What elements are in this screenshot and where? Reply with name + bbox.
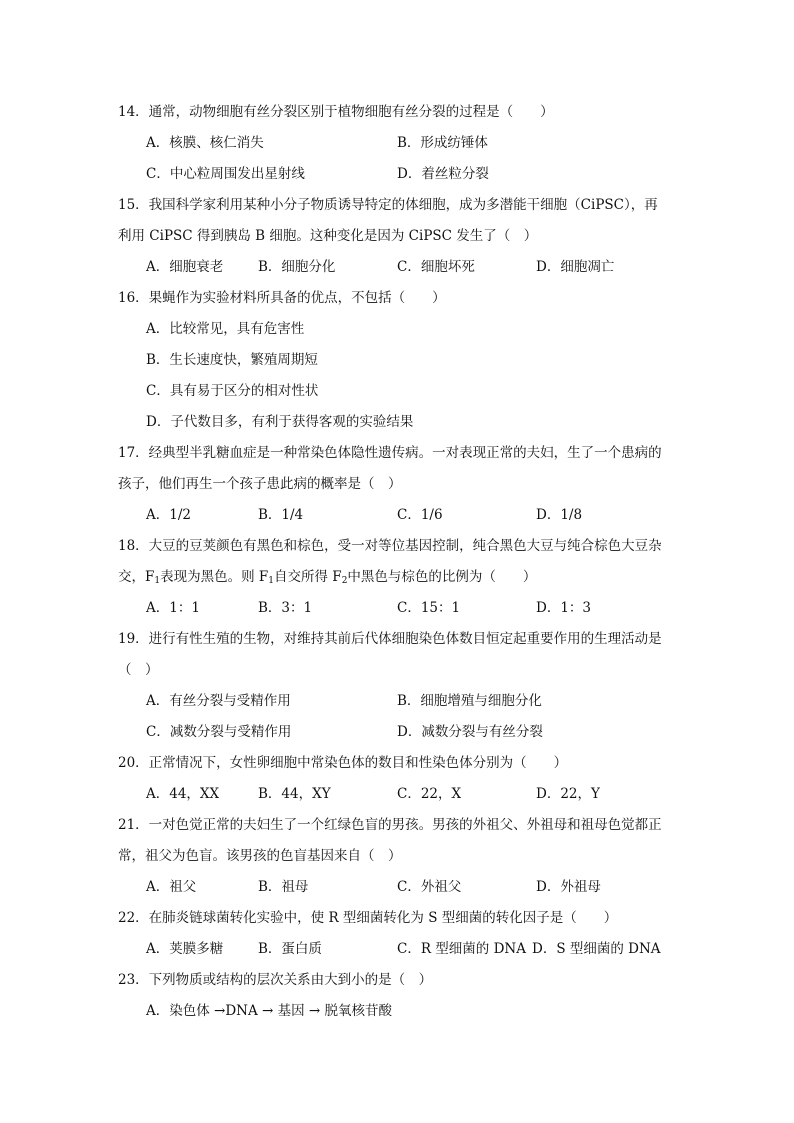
question-20-option-b[interactable]: B．44，XY: [258, 786, 331, 802]
question-19-option-c[interactable]: C．减数分裂与受精作用: [146, 724, 292, 740]
question-21-option-b[interactable]: B．祖母: [258, 879, 309, 895]
question-22-option-d[interactable]: D．S 型细菌的 DNA: [532, 941, 661, 957]
question-20-option-c[interactable]: C．22，X: [397, 786, 462, 802]
question-19-option-a[interactable]: A．有丝分裂与受精作用: [146, 693, 291, 709]
question-16-option-d[interactable]: D．子代数目多，有利于获得客观的实验结果: [146, 414, 414, 430]
question-18-option-c[interactable]: C．15：1: [397, 600, 461, 616]
question-21-stem-line2: 常，祖父为色盲。该男孩的色盲基因来自（ ）: [118, 848, 402, 864]
question-15-option-d[interactable]: D．细胞凋亡: [536, 259, 615, 275]
question-17-option-d[interactable]: D．1/8: [536, 507, 583, 523]
question-16-stem: 16．果蝇作为实验材料所具备的优点，不包括（ ）: [118, 290, 446, 306]
question-17-option-b[interactable]: B．1/4: [258, 507, 304, 523]
question-22-option-b[interactable]: B．蛋白质: [258, 941, 322, 957]
question-18-option-a[interactable]: A．1：1: [146, 600, 200, 616]
question-17-option-a[interactable]: A．1/2: [146, 507, 191, 523]
question-18-option-d[interactable]: D．1：3: [536, 600, 592, 616]
question-14-stem: 14．通常，动物细胞有丝分裂区别于植物细胞有丝分裂的过程是（ ）: [118, 104, 554, 120]
question-20-option-d[interactable]: D．22，Y: [536, 786, 600, 802]
question-14-option-c[interactable]: C．中心粒周围发出星射线: [146, 166, 305, 182]
question-15-stem-line2: 利用 CiPSC 得到胰岛 B 细胞。这种变化是因为 CiPSC 发生了（ ）: [118, 228, 538, 244]
question-16-option-a[interactable]: A．比较常见，具有危害性: [146, 321, 305, 337]
question-18-stem-line1: 18．大豆的豆荚颜色有黑色和棕色，受一对等位基因控制，纯合黑色大豆与纯合棕色大豆杂: [118, 538, 662, 554]
question-22-option-c[interactable]: C．R 型细菌的 DNA: [397, 941, 526, 957]
question-16-option-b[interactable]: B．生长速度快，繁殖周期短: [146, 352, 318, 368]
question-20-stem: 20．正常情况下，女性卵细胞中常染色体的数目和性染色体分别为（ ）: [118, 755, 568, 771]
question-14-option-a[interactable]: A．核膜、核仁消失: [146, 135, 264, 151]
question-14-option-b[interactable]: B．形成纺锤体: [397, 135, 488, 151]
question-18-stem-line2: 交，$F_1$表现为黑色。则 $F_1$自交所得 $F_2$中黑色与棕色的比例为（ ）: [118, 569, 537, 586]
question-17-option-c[interactable]: C．1/6: [397, 507, 443, 523]
question-17-stem-line2: 孩子，他们再生一个孩子患此病的概率是（ ）: [118, 476, 402, 492]
question-19-option-b[interactable]: B．细胞增殖与细胞分化: [397, 693, 542, 709]
question-19-stem-line2: （ ）: [118, 662, 159, 678]
question-15-option-b[interactable]: B．细胞分化: [258, 259, 336, 275]
question-21-option-a[interactable]: A．祖父: [146, 879, 197, 895]
question-15-option-a[interactable]: A．细胞衰老: [146, 259, 224, 275]
question-22-stem: 22．在肺炎链球菌转化实验中，使 R 型细菌转化为 S 型细菌的转化因子是（ ）: [118, 910, 618, 926]
question-23-stem: 23．下列物质或结构的层次关系由大到小的是（ ）: [118, 972, 433, 988]
question-21-option-d[interactable]: D．外祖母: [536, 879, 601, 895]
question-18-option-b[interactable]: B．3：1: [258, 600, 313, 616]
question-19-option-d[interactable]: D．减数分裂与有丝分裂: [397, 724, 543, 740]
question-21-option-c[interactable]: C．外祖父: [397, 879, 462, 895]
question-16-option-c[interactable]: C．具有易于区分的相对性状: [146, 383, 319, 399]
question-23-option-a[interactable]: A．染色体 →DNA → 基因 → 脱氧核苷酸: [146, 1003, 393, 1019]
question-21-stem-line1: 21．一对色觉正常的夫妇生了一个红绿色盲的男孩。男孩的外祖父、外祖母和祖母色觉都正: [118, 817, 662, 833]
question-17-stem-line1: 17．经典型半乳糖血症是一种常染色体隐性遗传病。一对表现正常的夫妇，生了一个患病的: [118, 445, 662, 461]
question-14-option-d[interactable]: D．着丝粒分裂: [397, 166, 489, 182]
question-20-option-a[interactable]: A．44，XX: [146, 786, 220, 802]
question-15-option-c[interactable]: C．细胞坏死: [397, 259, 475, 275]
question-22-option-a[interactable]: A．荚膜多糖: [146, 941, 224, 957]
question-19-stem-line1: 19．进行有性生殖的生物，对维持其前后代体细胞染色体数目恒定起重要作用的生理活动是: [118, 631, 662, 647]
question-15-stem-line1: 15．我国科学家利用某种小分子物质诱导特定的体细胞，成为多潜能干细胞（CiPSC），再: [118, 197, 658, 213]
